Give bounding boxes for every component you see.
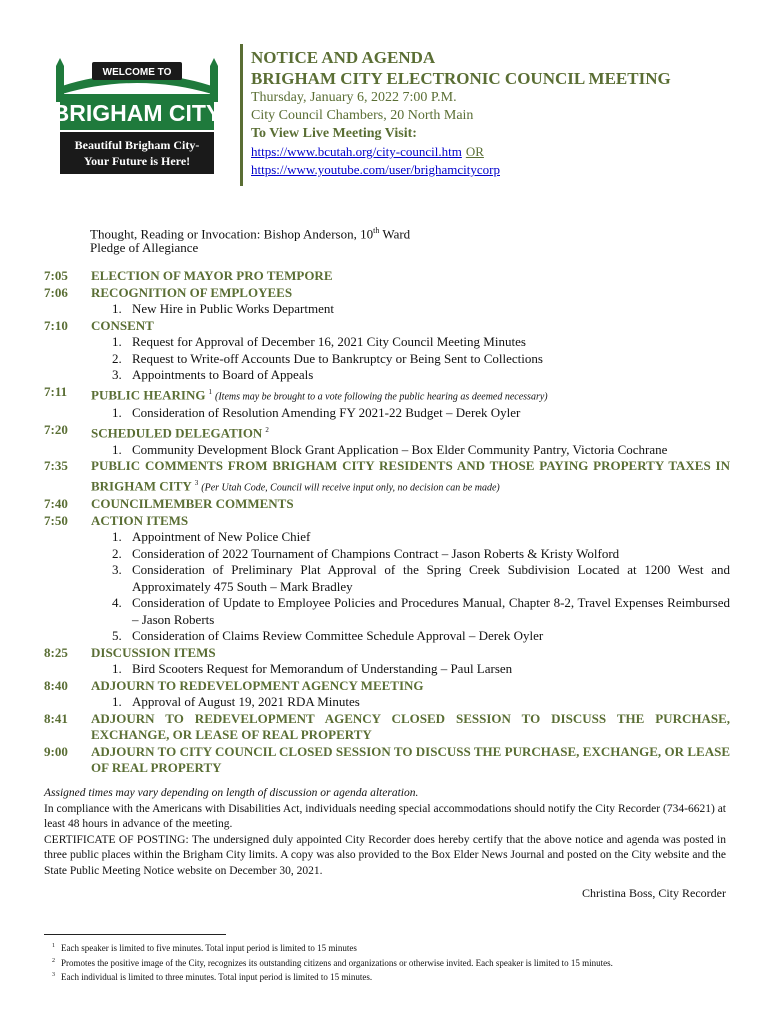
footnote-ref: 1	[208, 387, 212, 396]
agenda-item: 1. Request for Approval of December 16, 2021 City Council Meeting Minutes	[112, 334, 526, 349]
section-title-text: PUBLIC COMMENTS FROM BRIGHAM CITY RESIDENTS AND THOSE PAYING PROPERTY TAXES IN BRIGHAM CITY	[91, 458, 730, 493]
agenda-time: 8:40	[44, 677, 68, 693]
agenda-time: 7:06	[44, 284, 68, 300]
link-line-1	[251, 143, 751, 161]
agenda-time: 7:11	[44, 383, 68, 399]
meeting-title: BRIGHAM CITY ELECTRONIC COUNCIL MEETING	[251, 69, 671, 88]
agenda-section	[44, 384, 730, 406]
section-title: ADJOURN TO REDEVELOPMENT AGENCY CLOSED SESSION TO DISCUSS THE PURCHASE, EXCHANGE, OR LEASE OF REAL PROPERTY	[91, 710, 730, 743]
item-text: Bird Scooters Request for Memorandum of Understanding – Paul Larsen	[132, 661, 513, 677]
logo-city-text: BRIGHAM CITY	[52, 100, 222, 126]
section-title: ADJOURN TO REDEVELOPMENT AGENCY MEETING	[91, 677, 424, 693]
footnote-text: Each individual is limited to three minutes. Total input period is limited to 15 minutes.	[61, 972, 373, 982]
section-note: (Items may be brought to a vote following the public hearing as deemed necessary)	[215, 390, 548, 402]
agenda-item: 2. Request to Write-off Accounts Due to Bankruptcy or Being Sent to Collections	[112, 350, 543, 366]
item-text: Approval of August 19, 2021 RDA Minutes	[132, 694, 360, 710]
footnotes	[52, 940, 732, 984]
footnote-ref: 2	[265, 425, 269, 434]
agenda-time: 7:20	[44, 421, 68, 437]
item-text: Consideration of Update to Employee Policies and Procedures Manual, Chapter 8-2, Travel Expenses Reimbursed – Jason Roberts	[132, 595, 730, 627]
item-text: Consideration of Preliminary Plat Approval of the Spring Creek Subdivision Located at 1200 West and Approximately 475 South – Mark Bradley	[132, 562, 730, 594]
section-title	[91, 422, 730, 442]
agenda-list	[44, 268, 730, 777]
ada-notice: In compliance with the Americans with Disabilities Act, individuals needing special accommodations should notify the City Recorder (734-6621) at least 48 hours in advance of the meeting.	[44, 802, 726, 830]
agenda-section	[44, 678, 730, 695]
agenda-time: 7:40	[44, 496, 68, 512]
agenda-item: 2. Consideration of 2022 Tournament of Champions Contract – Jason Roberts & Kristy Wolford	[112, 545, 620, 561]
logo-welcome-text: WELCOME TO	[102, 67, 172, 78]
notice-title: NOTICE AND AGENDA	[251, 48, 436, 67]
item-text: Community Development Block Grant Application – Box Elder Community Pantry, Victoria Cochrane	[132, 441, 668, 457]
section-title: CONSENT	[91, 317, 154, 333]
section-title-text: SCHEDULED DELEGATION	[91, 425, 263, 441]
footnote-number: 2	[52, 957, 55, 964]
footnote-number: 3	[52, 972, 55, 978]
meeting-location: City Council Chambers, 20 North Main	[251, 108, 474, 123]
footer-notes	[44, 786, 726, 879]
agenda-section	[44, 513, 730, 530]
footnote	[52, 940, 732, 955]
footnote	[52, 969, 732, 984]
assigned-times-note: Assigned times may vary depending on length of discussion or agenda alteration.	[44, 787, 419, 799]
or-text: OR	[465, 144, 484, 159]
section-title: COUNCILMEMBER COMMENTS	[91, 496, 294, 512]
meeting-datetime: Thursday, January 6, 2022 7:00 P.M.	[251, 90, 457, 105]
agenda-time: 9:00	[44, 743, 68, 759]
footnote-text: Each speaker is limited to five minutes. Total input period is limited to 15 minutes	[61, 943, 357, 953]
agenda-section	[44, 496, 730, 513]
section-title: RECOGNITION OF EMPLOYEES	[91, 284, 293, 300]
item-text: New Hire in Public Works Department	[132, 301, 334, 316]
agenda-section	[44, 318, 730, 335]
item-text: Consideration of 2022 Tournament of Champions Contract – Jason Roberts & Kristy Wolford	[132, 545, 620, 561]
agenda-item: 1. Consideration of Resolution Amending FY 2021-22 Budget – Derek Oyler	[112, 405, 521, 421]
invocation-text: Thought, Reading or Invocation: Bishop Anderson, 10	[90, 226, 374, 242]
certificate-of-posting: CERTIFICATE OF POSTING: The undersigned duly appointed City Recorder does hereby certify that the above notice and agenda was posted in three public places within the Brigham City limits. A copy was also provided to the Box Elder News Journal and posted on the City website and the State Public Meeting Notice website on December 30, 2021.	[44, 833, 726, 877]
item-text: Consideration of Claims Review Committee Schedule Approval – Derek Oyler	[132, 628, 544, 644]
agenda-item: 1. Community Development Block Grant Application – Box Elder Community Pantry, Victoria Cochrane	[112, 441, 668, 457]
agenda-item: 1. New Hire in Public Works Department	[112, 301, 334, 316]
agenda-time: 7:50	[44, 512, 68, 528]
item-text: Appointments to Board of Appeals	[132, 367, 314, 382]
brigham-city-logo	[52, 48, 222, 178]
agenda-item: 5. Consideration of Claims Review Committee Schedule Approval – Derek Oyler	[112, 628, 544, 644]
agenda-time: 8:41	[44, 710, 68, 726]
agenda-item: 3. Consideration of Preliminary Plat Approval of the Spring Creek Subdivision Located at 1200 West and Approximately 475 South – Mark Bradley	[112, 562, 730, 594]
agenda-section	[44, 645, 730, 662]
agenda-item: 1. Appointment of New Police Chief	[112, 529, 311, 545]
logo-tagline-1: Beautiful Brigham City-	[74, 138, 200, 152]
header-block	[251, 47, 751, 179]
item-text: Request to Write-off Accounts Due to Bankruptcy or Being Sent to Collections	[132, 350, 543, 366]
ordinal-sup: th	[373, 226, 380, 235]
header-divider	[240, 44, 243, 186]
agenda-section	[44, 422, 730, 442]
city-council-link[interactable]: https://www.bcutah.org/city-council.htm	[251, 144, 462, 159]
section-title: DISCUSSION ITEMS	[91, 644, 216, 660]
agenda-item: 1. Bird Scooters Request for Memorandum of Understanding – Paul Larsen	[112, 661, 513, 677]
agenda-section	[44, 268, 730, 285]
footnote-number: 1	[52, 943, 55, 949]
youtube-link[interactable]: https://www.youtube.com/user/brighamcitycorp	[251, 162, 500, 177]
section-note: (Per Utah Code, Council will receive input only, no decision can be made)	[201, 481, 500, 493]
item-text: Request for Approval of December 16, 2021 City Council Meeting Minutes	[132, 334, 526, 349]
section-title: ELECTION OF MAYOR PRO TEMPORE	[91, 268, 333, 283]
agenda-item: 3. Appointments to Board of Appeals	[112, 367, 314, 382]
section-title: ACTION ITEMS	[91, 512, 189, 528]
item-text: Appointment of New Police Chief	[132, 529, 311, 545]
footnote	[52, 955, 732, 970]
agenda-time: 7:10	[44, 317, 68, 333]
pledge-line: Pledge of Allegiance	[90, 240, 199, 255]
agenda-section	[44, 285, 730, 302]
agenda-time: 7:35	[44, 458, 68, 474]
ward-text: Ward	[379, 226, 411, 242]
section-title: ADJOURN TO CITY COUNCIL CLOSED SESSION TO DISCUSS THE PURCHASE, EXCHANGE, OR LEASE OF REAL PROPERTY	[91, 743, 730, 776]
section-title	[91, 384, 730, 406]
agenda-item: 1. Approval of August 19, 2021 RDA Minutes	[112, 694, 360, 710]
agenda-time: 7:05	[44, 268, 68, 283]
agenda-time: 8:25	[44, 644, 68, 660]
footnote-text: Promotes the positive image of the City, recognizes its outstanding citizens and organizations or otherwise invited. Each speaker is limited to 15 minutes.	[61, 957, 613, 968]
agenda-section	[44, 744, 730, 777]
view-live-label: To View Live Meeting Visit:	[251, 126, 417, 141]
agenda-section	[44, 458, 730, 496]
section-title	[91, 458, 730, 496]
agenda-section	[44, 711, 730, 744]
agenda-item: 4. Consideration of Update to Employee Policies and Procedures Manual, Chapter 8-2, Travel Expenses Reimbursed – Jason Roberts	[112, 595, 730, 627]
logo-tagline-2: Your Future is Here!	[83, 154, 191, 168]
recorder-signature: Christina Boss, City Recorder	[582, 886, 726, 900]
item-text: Consideration of Resolution Amending FY 2021-22 Budget – Derek Oyler	[132, 405, 521, 421]
footnote-ref: 3	[194, 478, 199, 487]
footnote-divider	[44, 934, 226, 935]
section-title-text: PUBLIC HEARING	[91, 386, 206, 402]
